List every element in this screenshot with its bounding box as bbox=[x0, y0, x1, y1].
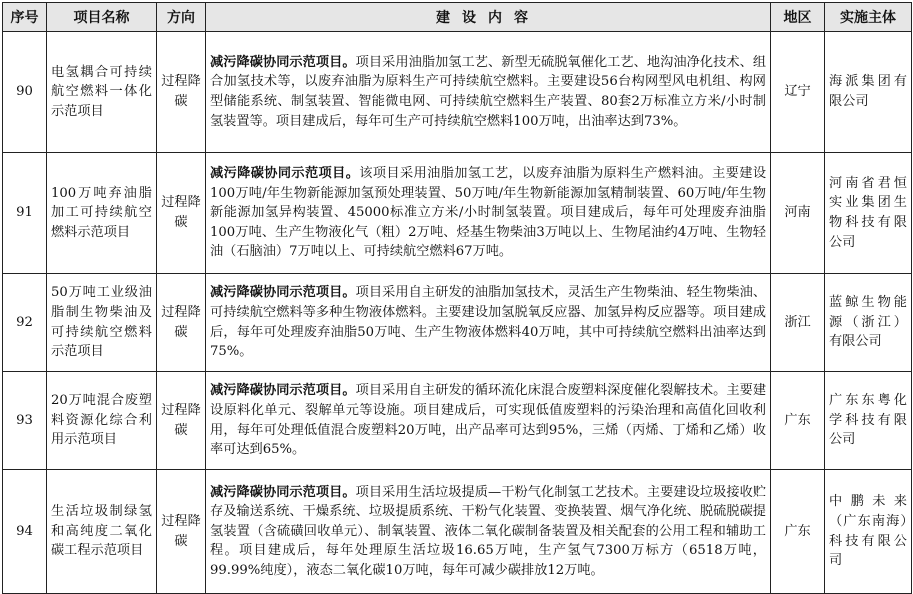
row-region: 广东 bbox=[771, 372, 825, 470]
row-content-body: 项目采用自主研发的循环流化床混合废塑料深度催化裂解技术。主要建设原料化单元、裂解单元等设施。项目建成后，可实现低值废塑料的污染治理和高值化回收利用，每年可处理低值混合废塑料20万吨，出产品率可达到95%，三烯（丙烯、丁烯和乙烯）收率可达到65%。 bbox=[210, 383, 767, 458]
header-entity: 实施主体 bbox=[825, 3, 912, 32]
row-direction: 过程降碳 bbox=[157, 153, 206, 274]
row-direction: 过程降碳 bbox=[157, 32, 206, 153]
row-content-lead: 减污降碳协同示范项目。 bbox=[210, 54, 356, 70]
row-entity: 海派集团有限公司 bbox=[825, 32, 912, 153]
row-entity: 蓝鲸生物能源（浙江）有限公司 bbox=[825, 274, 912, 372]
row-content bbox=[206, 274, 771, 372]
row-region: 浙江 bbox=[771, 274, 825, 372]
row-region: 河南 bbox=[771, 153, 825, 274]
table-row bbox=[3, 470, 912, 594]
header-seq: 序号 bbox=[3, 3, 47, 32]
row-region: 辽宁 bbox=[771, 32, 825, 153]
row-content-lead: 减污降碳协同示范项目。 bbox=[210, 285, 356, 301]
row-content-lead: 减污降碳协同示范项目。 bbox=[210, 166, 360, 182]
row-seq: 94 bbox=[3, 470, 47, 594]
row-entity: 中鹏未来（广东南海）科技有限公司 bbox=[825, 470, 912, 594]
row-project-name: 50万吨工业级油脂制生物柴油及可持续航空燃料示范项目 bbox=[47, 274, 157, 372]
table-row bbox=[3, 153, 912, 274]
header-row bbox=[3, 3, 912, 32]
header-region: 地区 bbox=[771, 3, 825, 32]
row-content-lead: 减污降碳协同示范项目。 bbox=[210, 383, 356, 399]
row-entity: 河南省君恒实业集团生物科技有限公司 bbox=[825, 153, 912, 274]
row-content bbox=[206, 153, 771, 274]
header-direction: 方向 bbox=[157, 3, 206, 32]
row-project-name: 20万吨混合废塑料资源化综合利用示范项目 bbox=[47, 372, 157, 470]
row-project-name: 生活垃圾制绿氢和高纯度二氧化碳工程示范项目 bbox=[47, 470, 157, 594]
project-table bbox=[2, 2, 912, 594]
row-direction: 过程降碳 bbox=[157, 372, 206, 470]
table-row bbox=[3, 32, 912, 153]
row-project-name: 电氢耦合可持续航空燃料一体化示范项目 bbox=[47, 32, 157, 153]
header-project-name: 项目名称 bbox=[47, 3, 157, 32]
row-content-body: 该项目采用油脂加氢工艺，以废弃油脂为原料生产燃料油。主要建设100万吨/年生物新能源加氢预处理装置、50万吨/年生物新能源加氢精制装置、60万吨/年生物新能源加氢异构装置、45000标准立方米/小时制氢装置。项目建成后，每年可处理废弃油脂100万吨、生产生物液化气（粗）2万吨、烃基生物柴油3万吨以上、生物尾油约4万吨、生物轻油（石脑油）7万吨以上、可持续航空燃料67万吨。 bbox=[210, 166, 767, 260]
header-content: 建设内容 bbox=[206, 3, 771, 32]
row-seq: 91 bbox=[3, 153, 47, 274]
row-seq: 90 bbox=[3, 32, 47, 153]
row-content bbox=[206, 372, 771, 470]
table-row bbox=[3, 372, 912, 470]
row-content-body: 项目采用自主研发的油脂加氢技术，灵活生产生物柴油、轻生物柴油、可持续航空燃料等多种生物液体燃料。主要建设加氢脱氧反应器、加氢异构反应器等。项目建成后，每年可处理废弃油脂50万吨、生产生物液体燃料40万吨，其中可持续航空燃料出油率达到75%。 bbox=[210, 285, 767, 360]
table-row bbox=[3, 274, 912, 372]
row-direction: 过程降碳 bbox=[157, 274, 206, 372]
row-entity: 广东东粤化学科技有限公司 bbox=[825, 372, 912, 470]
row-content-lead: 减污降碳协同示范项目。 bbox=[210, 484, 356, 500]
row-region: 广东 bbox=[771, 470, 825, 594]
row-seq: 92 bbox=[3, 274, 47, 372]
row-content-body: 项目采用油脂加氢工艺、新型无硫脱氧催化工艺、地沟油净化技术、组合加氢技术等，以废弃油脂为原料生产可持续航空燃料。主要建设56台构网型风电机组、构网型储能系统、制氢装置、智能微电网、可持续航空燃料生产装置、80套2万标准立方米/小时制氢装置等。项目建成后，每年可生产可持续航空燃料100万吨，出油率达到73%。 bbox=[210, 54, 767, 129]
row-content bbox=[206, 470, 771, 594]
row-direction: 过程降碳 bbox=[157, 470, 206, 594]
row-content-body: 项目采用生活垃圾提质—干粉气化制氢工艺技术。主要建设垃圾接收贮存及输送系统、干燥系统、垃圾提质系统、干粉气化装置、变换装置、烟气净化统、脱硫脱碳提氢装置（含硫磺回收单元）、制氧装置、液体二氧化碳制备装置及相关配套的公用工程和辅助工程。项目建成后，每年处理原生活垃圾16.65万吨，生产氢气7300万标方（6518万吨，99.99%纯度），液态二氧化碳10万吨，每年可减少碳排放12万吨。 bbox=[210, 484, 767, 578]
row-content bbox=[206, 32, 771, 153]
row-project-name: 100万吨弃油脂加工可持续航空燃料示范项目 bbox=[47, 153, 157, 274]
row-seq: 93 bbox=[3, 372, 47, 470]
